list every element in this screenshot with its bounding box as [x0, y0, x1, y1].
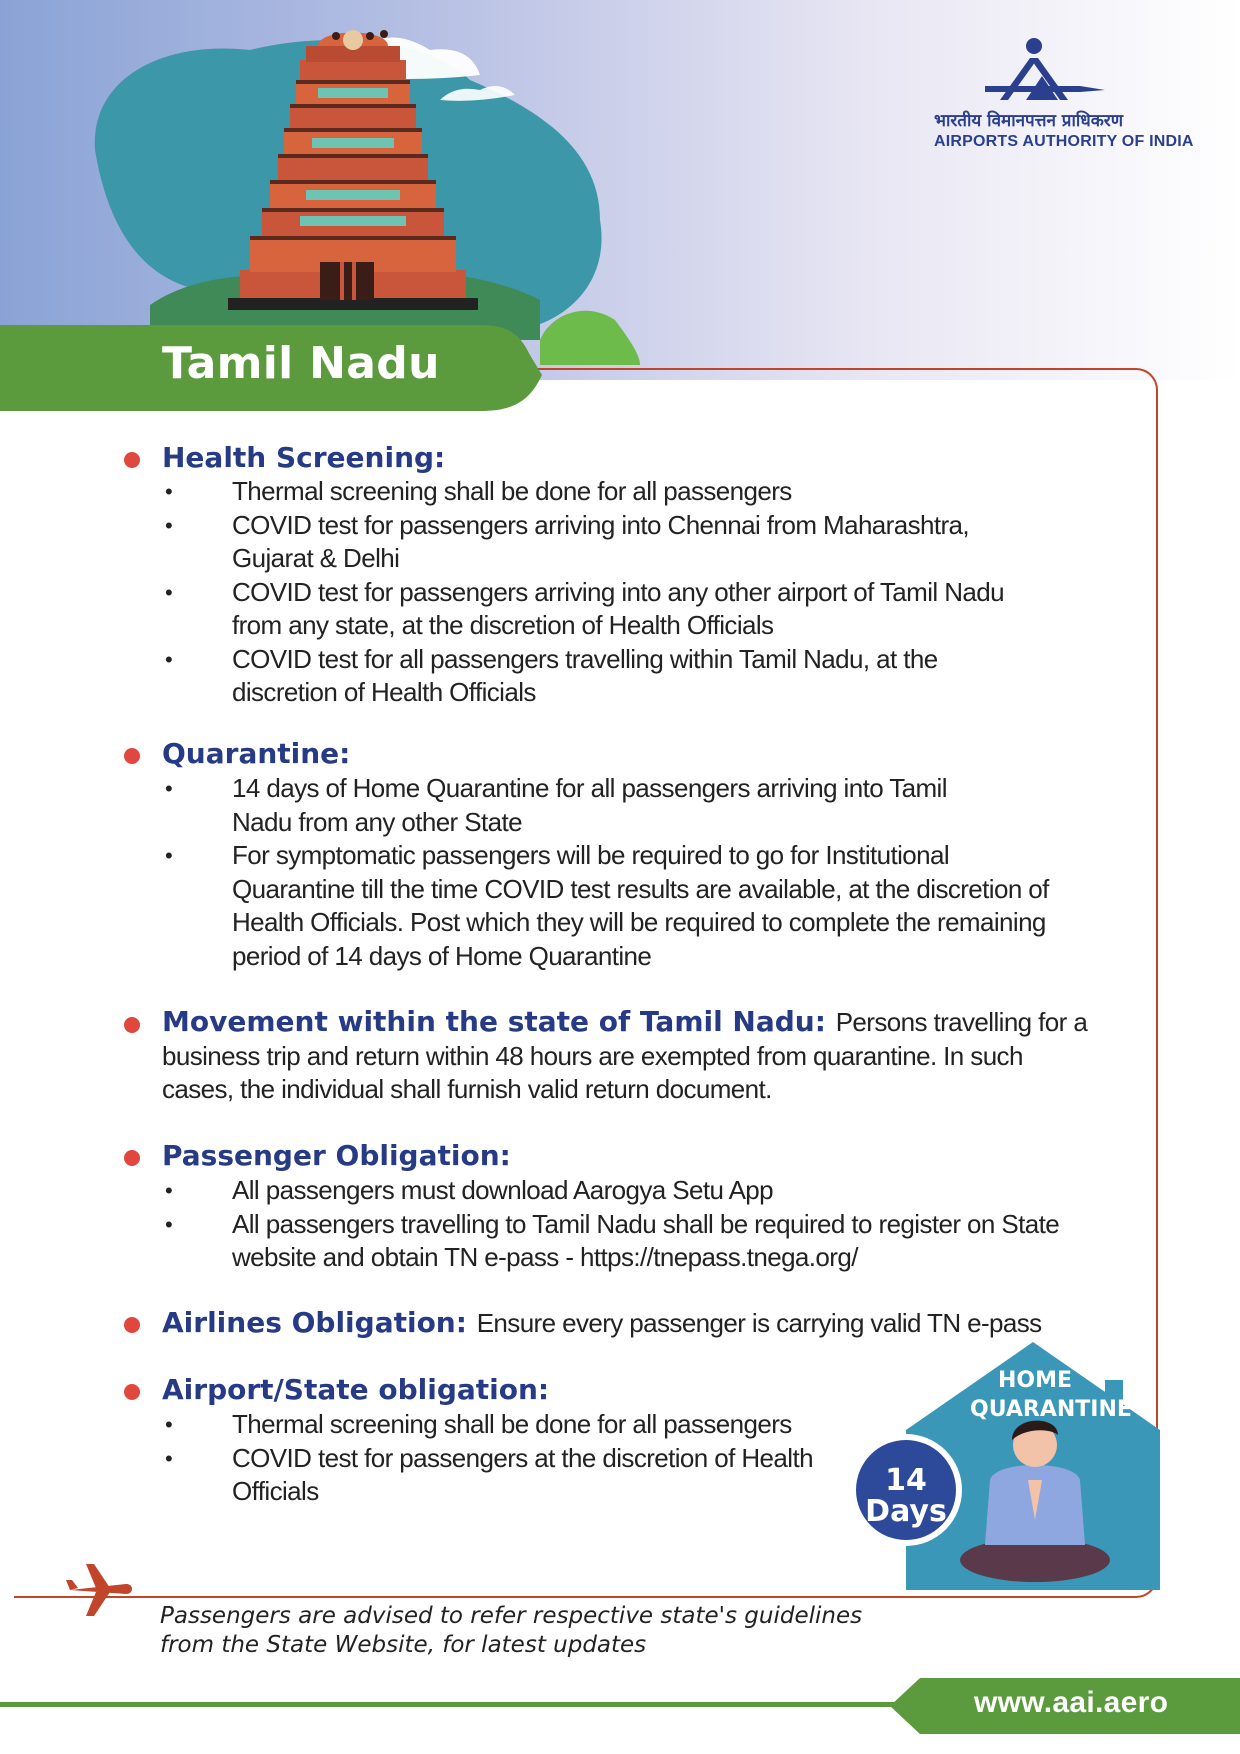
list-item: • For symptomatic passengers will be required to go for Institutional Quarantine till the time COVID test results are available, at the discretion of Health Officials. Post which they will be required to complete the remaining period of 14 days of Home Quarantine — [165, 840, 1049, 971]
section-heading-health-screening: Health Screening: — [162, 441, 446, 474]
list-item: • COVID test for passengers at the discretion of Health Officials — [165, 1442, 813, 1506]
airplane-icon — [66, 1560, 136, 1620]
quarantine-list — [162, 772, 1062, 973]
footer-note-line: from the State Website, for latest updates — [160, 1632, 647, 1658]
page-title: Tamil Nadu — [162, 338, 440, 389]
org-name-english: AIRPORTS AUTHORITY OF INDIA — [934, 133, 1194, 150]
list-item-text: Gujarat & Delhi — [232, 543, 400, 573]
list-item-text: Nadu from any other State — [232, 806, 522, 837]
airlines-inline-text: Ensure every passenger is carrying valid TN e-pass — [476, 1308, 1042, 1338]
home-quarantine-label — [970, 1366, 1132, 1424]
list-item-text: 14 days of Home Quarantine for all passengers arriving into Tamil — [232, 773, 947, 803]
passenger-obligation-list — [162, 1174, 1062, 1275]
movement-paragraph — [162, 1040, 1062, 1106]
quarantine-label-line: QUARANTINE — [970, 1397, 1132, 1422]
list-item-text: COVID test for all passengers travelling within Tamil Nadu, at the — [232, 643, 938, 674]
airlines-heading-text: Airlines Obligation: — [162, 1306, 467, 1339]
paragraph-line: business trip and return within 48 hours are exempted from quarantine. In such — [162, 1041, 1023, 1071]
list-item-text: All passengers must download Aarogya Setu App — [232, 1175, 774, 1205]
list-item-text: Officials — [232, 1476, 319, 1506]
footer-note-line: Passengers are advised to refer respective state's guidelines — [160, 1603, 863, 1629]
list-item-text: For symptomatic passengers will be required to go for Institutional — [232, 840, 950, 870]
section-bullet-dot — [124, 452, 140, 468]
list-item-text: COVID test for passengers at the discretion of Health — [232, 1442, 813, 1473]
list-item-text: Quarantine till the time COVID test results are available, at the discretion of — [232, 873, 1049, 904]
list-item: • Thermal screening shall be done for all passengers — [165, 476, 792, 506]
paragraph-line: cases, the individual shall furnish valid return document. — [162, 1074, 772, 1104]
list-item-text: All passengers travelling to Tamil Nadu shall be required to register on State — [232, 1208, 1060, 1239]
footer-advisory-note — [160, 1602, 862, 1660]
movement-heading-text: Movement within the state of Tamil Nadu: — [162, 1005, 826, 1038]
days-label: Days — [865, 1494, 947, 1529]
list-item-text: website and obtain TN e-pass - https://tnepass.tnega.org/ — [232, 1242, 858, 1272]
section-bullet-dot — [124, 1317, 140, 1333]
list-item: • COVID test for passengers arriving into Chennai from Maharashtra, Gujarat & Delhi — [165, 509, 970, 573]
list-item: • COVID test for passengers arriving into any other airport of Tamil Nadu from any state, at the discretion of Health Officials — [165, 576, 1004, 640]
list-item: • Thermal screening shall be done for all passengers — [165, 1409, 792, 1439]
website-link[interactable]: www.aai.aero — [974, 1686, 1169, 1719]
movement-inline-text: Persons travelling for a — [835, 1007, 1088, 1037]
section-heading-quarantine: Quarantine: — [162, 737, 351, 770]
section-heading-airport-state-obligation: Airport/State obligation: — [162, 1373, 550, 1406]
list-item-text: from any state, at the discretion of Health Officials — [232, 610, 774, 640]
list-item: • 14 days of Home Quarantine for all passengers arriving into Tamil Nadu from any other State — [165, 773, 947, 837]
home-label-line: HOME — [997, 1368, 1073, 1393]
list-item: • COVID test for all passengers travelling within Tamil Nadu, at the discretion of Health Officials — [165, 643, 938, 707]
org-name-hindi: भारतीय विमानपत्तन प्राधिकरण — [934, 111, 1124, 131]
list-item: • All passengers travelling to Tamil Nadu shall be required to register on State website and obtain TN e-pass - https://tnepass.tnega.org/ — [165, 1208, 1060, 1272]
section-bullet-dot — [124, 1017, 140, 1033]
list-item-text: Health Officials. Post which they will be required to complete the remaining — [232, 907, 1046, 937]
list-item: • All passengers must download Aarogya Setu App — [165, 1175, 774, 1205]
list-item-text: period of 14 days of Home Quarantine — [232, 940, 652, 971]
list-item-text: Thermal screening shall be done for all passengers — [232, 1409, 792, 1439]
days-number: 14 — [885, 1463, 927, 1498]
footer-divider — [0, 1702, 930, 1707]
section-heading-movement — [162, 1005, 1087, 1038]
list-item-text: discretion of Health Officials — [232, 677, 536, 707]
section-bullet-dot — [124, 1384, 140, 1400]
section-heading-passenger-obligation: Passenger Obligation: — [162, 1139, 511, 1172]
health-screening-list — [162, 475, 1062, 710]
list-item-text: COVID test for passengers arriving into Chennai from Maharashtra, — [232, 509, 970, 540]
section-bullet-dot — [124, 748, 140, 764]
list-item-text: COVID test for passengers arriving into any other airport of Tamil Nadu — [232, 576, 1004, 607]
list-item-text: Thermal screening shall be done for all passengers — [232, 476, 792, 506]
section-bullet-dot — [124, 1150, 140, 1166]
